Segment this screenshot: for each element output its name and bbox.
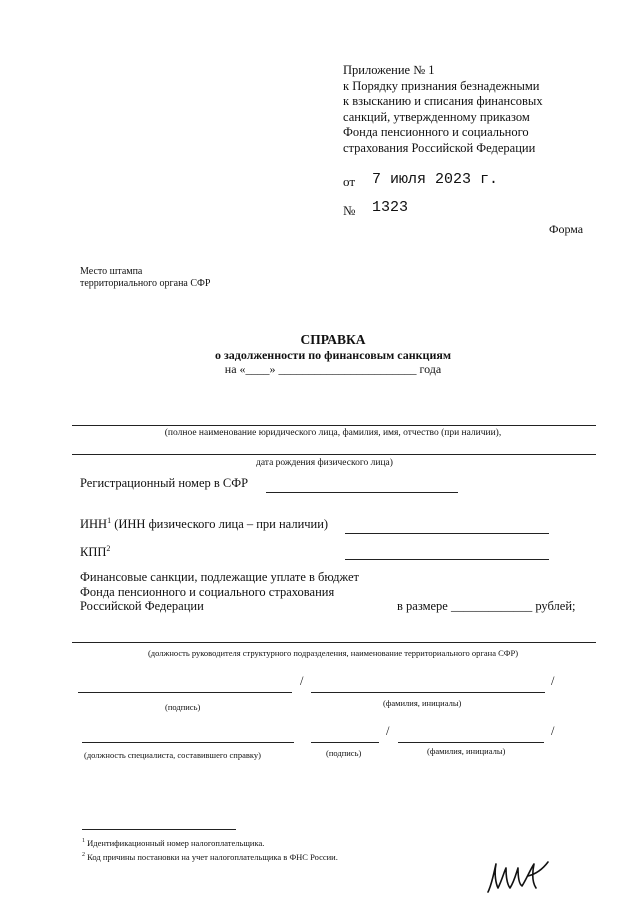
appendix-line: санкций, утвержденному приказом xyxy=(343,109,530,124)
kpp-label-main: КПП xyxy=(80,545,107,560)
kpp-line xyxy=(345,559,549,560)
birth-date-caption: дата рождения физического лица) xyxy=(256,458,393,468)
document-subtitle: о задолженности по финансовым санкциям xyxy=(214,348,452,362)
reg-number-label: Регистрационный номер в СФР xyxy=(80,476,249,490)
birth-date-line xyxy=(72,454,596,455)
head-name-line xyxy=(311,692,545,693)
appendix-line: страхования Российской Федерации xyxy=(343,140,536,155)
head-slash: / xyxy=(300,674,304,688)
stamp-place xyxy=(80,266,211,290)
footnotes xyxy=(82,835,338,863)
handwritten-initials xyxy=(484,858,552,898)
stamp-place-line: территориального органа СФР xyxy=(80,278,211,289)
sanctions-text xyxy=(80,570,359,614)
footnote-mark: 2 xyxy=(82,851,85,858)
sanctions-line: Российской Федерации xyxy=(80,599,204,613)
appendix-line: к Порядку признания безнадежными xyxy=(343,78,540,93)
reg-number-line xyxy=(266,492,458,493)
appendix-header xyxy=(343,63,543,157)
footnote-mark: 1 xyxy=(82,838,85,844)
kpp-label xyxy=(80,544,110,560)
order-number-prefix: № xyxy=(343,203,356,218)
stamp-place-line: Место штампа xyxy=(80,266,143,277)
amount-text: в размере _____________ рублей; xyxy=(397,599,576,613)
footnote-separator xyxy=(82,829,236,830)
specialist-signature-caption: (подпись) xyxy=(326,748,362,758)
inn-label-rest: (ИНН физического лица – при наличии) xyxy=(111,517,329,532)
inn-line xyxy=(345,533,549,534)
specialist-name-line xyxy=(398,742,544,743)
specialist-signature-line xyxy=(311,742,379,743)
head-position-line xyxy=(72,642,596,643)
appendix-line: Приложение № 1 xyxy=(343,63,435,77)
specialist-name-caption: (фамилия, инициалы) xyxy=(427,746,506,756)
footnote-item xyxy=(82,835,338,849)
inn-label-main: ИНН xyxy=(80,517,108,532)
sanctions-line: Фонда пенсионного и социального страхования xyxy=(80,584,335,599)
order-date-prefix: от xyxy=(343,174,356,189)
footnote-text: Идентификационный номер налогоплательщика. xyxy=(85,837,265,848)
footnote-text: Код причины постановки на учет налогоплательщика в ФНС России. xyxy=(85,851,338,862)
entity-name-line xyxy=(72,425,596,426)
specialist-slash-end: / xyxy=(551,724,555,738)
head-signature-caption: (подпись) xyxy=(165,702,201,712)
order-date: 7 июля 2023 г. xyxy=(372,171,499,188)
head-position-caption: (должность руководителя структурного подразделения, наименование территориального органа СФР) xyxy=(147,648,519,658)
footnote-item xyxy=(82,849,338,863)
appendix-line: Фонда пенсионного и социального xyxy=(343,125,529,140)
report-date-line: на «____» _______________________ года xyxy=(224,362,442,376)
order-number: 1323 xyxy=(372,199,409,216)
sanctions-line: Финансовые санкции, подлежащие уплате в бюджет xyxy=(80,570,359,584)
entity-name-caption: (полное наименование юридического лица, фамилия, имя, отчество (при наличии), xyxy=(164,428,502,438)
inn-footnote-mark: 1 xyxy=(107,516,112,525)
head-name-caption: (фамилия, инициалы) xyxy=(383,698,462,708)
form-label: Форма xyxy=(549,222,584,236)
specialist-slash: / xyxy=(386,724,390,738)
appendix-line: к взысканию и списания финансовых xyxy=(343,94,543,109)
kpp-footnote-mark: 2 xyxy=(106,544,111,553)
head-slash-end: / xyxy=(551,674,555,688)
specialist-position-line xyxy=(82,742,294,743)
inn-label xyxy=(80,516,328,532)
head-signature-line xyxy=(78,692,292,693)
specialist-position-caption: (должность специалиста, составившего справку) xyxy=(84,750,261,760)
document-title: СПРАВКА xyxy=(300,332,366,347)
